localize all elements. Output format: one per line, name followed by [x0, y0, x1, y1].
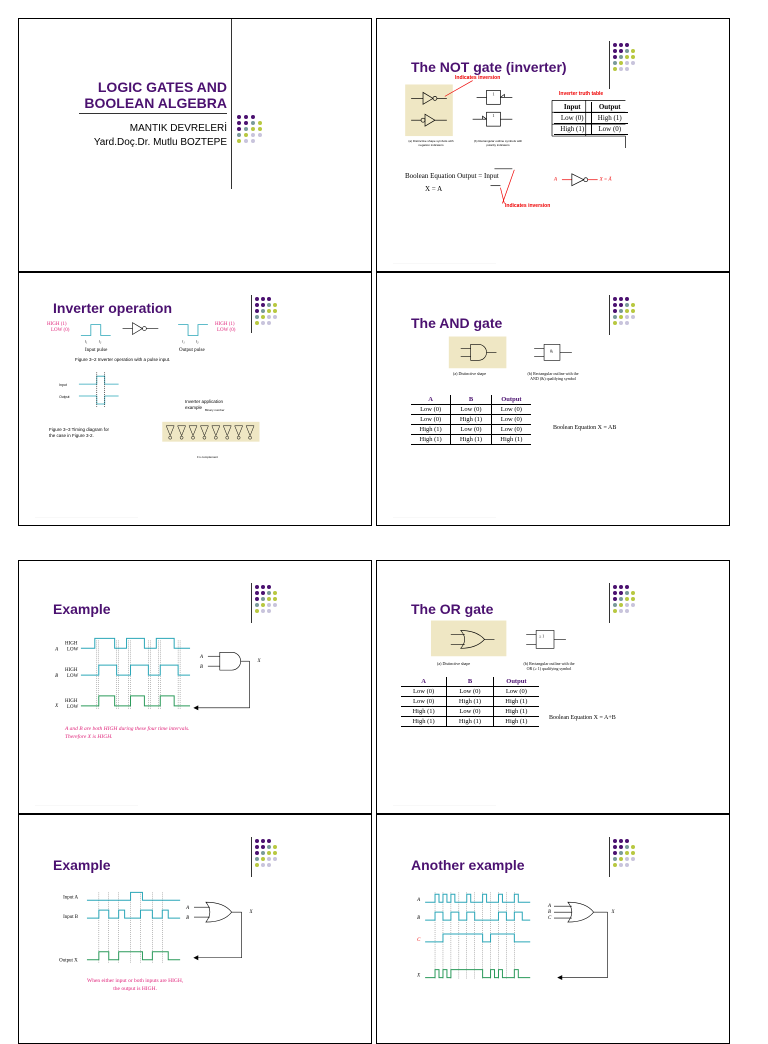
high-label: HIGH (1) [47, 322, 67, 327]
table-cell: High (1) [411, 425, 451, 435]
dot-decoration [237, 115, 263, 143]
low-label-out: LOW (0) [217, 328, 236, 333]
slide-inverter-operation [18, 272, 372, 526]
decor-dot [244, 133, 248, 137]
table-cell: Low (0) [591, 124, 628, 135]
gate-input-b: B [548, 910, 552, 916]
not-input-label: A [553, 177, 558, 183]
table-row [401, 707, 539, 717]
wave-a-label: A [55, 647, 59, 653]
waveform [87, 952, 180, 960]
table-cell: High (1) [451, 415, 491, 425]
decor-dot [251, 127, 255, 131]
symbol-background [449, 336, 507, 368]
waveform [81, 665, 190, 675]
table-row [411, 405, 531, 415]
waveform [425, 894, 530, 902]
gate-input-a: A [186, 906, 190, 912]
rect-mark: 1 [492, 113, 495, 119]
slide7-graphics [19, 815, 371, 1043]
table-cell: High (1) [493, 707, 539, 717]
truth-table-grid [411, 395, 531, 445]
table-header-cell: A [401, 677, 447, 687]
bool-equation: Boolean Equation X = A+B [549, 715, 616, 721]
slide1-subtitle: MANTIK DEVRELERİ [129, 123, 227, 134]
decor-dot [237, 139, 241, 143]
cap-distinctive: (a) Distinctive shape [437, 661, 471, 666]
output-x-label: Output X [59, 958, 78, 964]
app-line1: Inverter application [185, 399, 224, 404]
example-note [87, 977, 183, 993]
waveform [425, 934, 530, 942]
table-cell: High (1) [411, 435, 451, 445]
binary-number-label: Binary number [205, 408, 225, 412]
low-label: LOW (0) [51, 328, 70, 333]
t2-label: t₂ [195, 338, 199, 344]
high-x: HIGH [65, 698, 78, 704]
slide6-footer: ······································································································· [393, 803, 496, 807]
gate-output-x: X [249, 910, 253, 916]
note-line2: the output is HIGH. [113, 986, 157, 992]
t1-label: t₁ [84, 338, 88, 344]
table-row [411, 425, 531, 435]
cap-rectangular: (b) Rectangular outline with the AND (&) qualifying symbol [527, 371, 579, 381]
table-cell: High (1) [591, 113, 628, 124]
truth-table-grid [554, 102, 628, 135]
decor-dot [244, 115, 248, 119]
wave-x-label: X [417, 973, 421, 979]
app-background [162, 422, 259, 442]
decor-dot [251, 115, 255, 119]
slide2-footer: ······································································································· [393, 261, 496, 265]
decor-dot [237, 121, 241, 125]
table-cell: Low (0) [447, 707, 494, 717]
bool-equation: Boolean Equation Output = Input [405, 172, 499, 180]
table-cell: High (1) [401, 707, 447, 717]
gate-input-c: C [548, 916, 552, 922]
slide6-title: The OR gate [411, 601, 494, 617]
wave-b-label: B [55, 674, 59, 680]
table-row [401, 687, 539, 697]
table-row [554, 113, 628, 124]
cap-rectangular: (b) Rectangular outline symbols with polarity indicators [473, 139, 523, 147]
or-qualifier: ≥ 1 [539, 633, 545, 639]
slide4-title: The AND gate [411, 315, 503, 331]
slide-and-example [18, 560, 372, 814]
wave-c-label: C [417, 937, 421, 943]
table-header-cell: A [411, 395, 451, 405]
timing-input-label: Input [59, 383, 67, 388]
gate-input-b: B [199, 665, 203, 671]
table-header-cell: Output [493, 677, 539, 687]
table-cell: High (1) [493, 717, 539, 727]
table-header-row [411, 395, 531, 405]
table-row [411, 435, 531, 445]
table-header-cell: Input [554, 102, 591, 113]
slide4-footer: ······································································································· [393, 515, 496, 519]
slide8-title: Another example [411, 857, 525, 873]
high-b: HIGH [65, 668, 78, 674]
decor-dot [237, 133, 241, 137]
table-header-cell: B [447, 677, 494, 687]
rect-mark: 1 [492, 91, 495, 97]
table-cell: High (1) [451, 435, 491, 445]
slide-another-example [376, 814, 730, 1044]
x-equation: X = A [425, 185, 443, 193]
note-line2: Therefore X is HIGH. [65, 734, 113, 740]
table-cell: Low (0) [411, 405, 451, 415]
or-truth-table [401, 677, 539, 727]
input-pulse-caption: Input pulse [85, 348, 108, 353]
truth-table-grid [401, 677, 539, 727]
decor-dot [258, 121, 262, 125]
slide1-title-line1: LOGIC GATES AND [97, 79, 227, 95]
decor-dot [258, 133, 262, 137]
note-line1: When either input or both inputs are HIGH, [87, 978, 184, 984]
decor-dot [251, 139, 255, 143]
table-header-cell: B [451, 395, 491, 405]
slide-or-gate [376, 560, 730, 814]
table-row [411, 415, 531, 425]
slide8-graphics [377, 815, 729, 1043]
symbol-background [431, 621, 506, 657]
decor-dot [244, 121, 248, 125]
gate-input-a: A [548, 904, 552, 910]
cap-distinctive: (a) Distinctive shape [453, 371, 487, 376]
note-line1: A and B are both HIGH during these four time intervals. [65, 726, 190, 732]
high-a: HIGH [65, 641, 78, 647]
table-row [401, 697, 539, 707]
decor-dot [251, 133, 255, 137]
and-qualifier: & [550, 348, 554, 354]
slide5-footer: ······································································································· [35, 803, 138, 807]
table-cell: High (1) [491, 435, 531, 445]
t1-label: t₁ [182, 338, 185, 344]
and-truth-table [411, 395, 531, 445]
table-cell: Low (0) [493, 687, 539, 697]
low-b: LOW [67, 674, 79, 680]
slide7-title: Example [53, 857, 111, 873]
high-label-out: HIGH (1) [215, 322, 235, 327]
table-row [554, 124, 628, 135]
truth-table-title: Inverter truth table [559, 91, 604, 97]
figure-3-3-caption [49, 427, 109, 439]
bool-equation: Boolean Equation X = AB [553, 425, 617, 431]
slide2-title: The NOT gate (inverter) [411, 59, 567, 75]
waveform [81, 696, 190, 706]
table-cell: High (1) [554, 124, 591, 135]
table-cell: Low (0) [554, 113, 591, 124]
waveform [81, 638, 190, 648]
ones-complement-label: 1's complement [197, 455, 218, 459]
timing-output-label: Output [59, 395, 70, 400]
slide-and-gate [376, 272, 730, 526]
table-cell: Low (0) [447, 687, 494, 697]
gate-input-b: B [186, 916, 190, 922]
input-a-label: Input A [63, 895, 79, 901]
slide-not-gate [376, 18, 730, 272]
table-cell: Low (0) [451, 405, 491, 415]
wave-a-label: A [417, 898, 421, 904]
table-cell: Low (0) [411, 415, 451, 425]
slide5-title: Example [53, 601, 111, 617]
wave-x-label: X [55, 703, 59, 709]
waveform [425, 970, 530, 978]
symbol-background [405, 84, 453, 136]
gate-output-x: X [611, 910, 615, 916]
gate-output-x: X [257, 659, 261, 665]
example-note [65, 725, 190, 741]
output-pulse-caption: Output pulse [179, 348, 205, 353]
table-cell: High (1) [447, 717, 494, 727]
slide1-vertical-line [231, 19, 232, 189]
table-header-cell: Output [591, 102, 628, 113]
table-cell: Low (0) [491, 405, 531, 415]
table-header-row [554, 102, 628, 113]
table-row [401, 717, 539, 727]
fig33-line2: the case in Figure 3-2. [49, 433, 94, 438]
table-cell: High (1) [401, 717, 447, 727]
not-output-label: X = Ā [599, 177, 612, 183]
t2-label: t₂ [98, 338, 102, 344]
slide3-footer: ······································································································· [35, 515, 138, 519]
decor-dot [244, 139, 248, 143]
inversion-label-2: Indicates inversion [505, 203, 551, 209]
slide1-title-line2: BOOLEAN ALGEBRA [84, 95, 227, 111]
slide-title [18, 18, 372, 272]
table-cell: High (1) [447, 697, 494, 707]
table-cell: High (1) [493, 697, 539, 707]
fig33-line1: Figure 3–3 Timing diagram for [49, 427, 110, 432]
decor-dot [244, 127, 248, 131]
waveform [425, 912, 530, 920]
decor-dot [237, 127, 241, 131]
waveform [87, 910, 180, 918]
table-cell: Low (0) [401, 687, 447, 697]
low-x: LOW [67, 704, 79, 710]
app-line2: example [185, 405, 203, 410]
decor-dot [251, 121, 255, 125]
decor-dot [258, 115, 262, 119]
table-cell: Low (0) [451, 425, 491, 435]
table-cell: Low (0) [491, 415, 531, 425]
waveform [87, 892, 180, 900]
decor-dot [258, 127, 262, 131]
cap-rectangular: (b) Rectangular outline with the OR (≥ 1) qualifying symbol [523, 661, 575, 671]
slide1-divider [79, 113, 227, 114]
table-header-row [401, 677, 539, 687]
wave-b-label: B [417, 916, 421, 922]
slide-or-example [18, 814, 372, 1044]
inversion-label: Indicates inversion [455, 75, 501, 81]
slide1-author: Yard.Doç.Dr. Mutlu BOZTEPE [93, 137, 227, 148]
slide3-title: Inverter operation [53, 300, 173, 316]
decor-dot [258, 139, 262, 143]
decor-dot [237, 115, 241, 119]
table-cell: Low (0) [491, 425, 531, 435]
low-a: LOW [67, 647, 79, 653]
figure-3-2-caption: Figure 3–2 Inverter operation with a pulse input. [75, 357, 171, 362]
gate-input-a: A [199, 655, 203, 661]
cap-distinctive: (a) Distinctive shape symbols with negation indicators [408, 139, 454, 147]
slide5-graphics [19, 561, 371, 813]
table-header-cell: Output [491, 395, 531, 405]
input-b-label: Input B [63, 915, 79, 921]
table-cell: Low (0) [401, 697, 447, 707]
not-truth-table [554, 102, 628, 135]
